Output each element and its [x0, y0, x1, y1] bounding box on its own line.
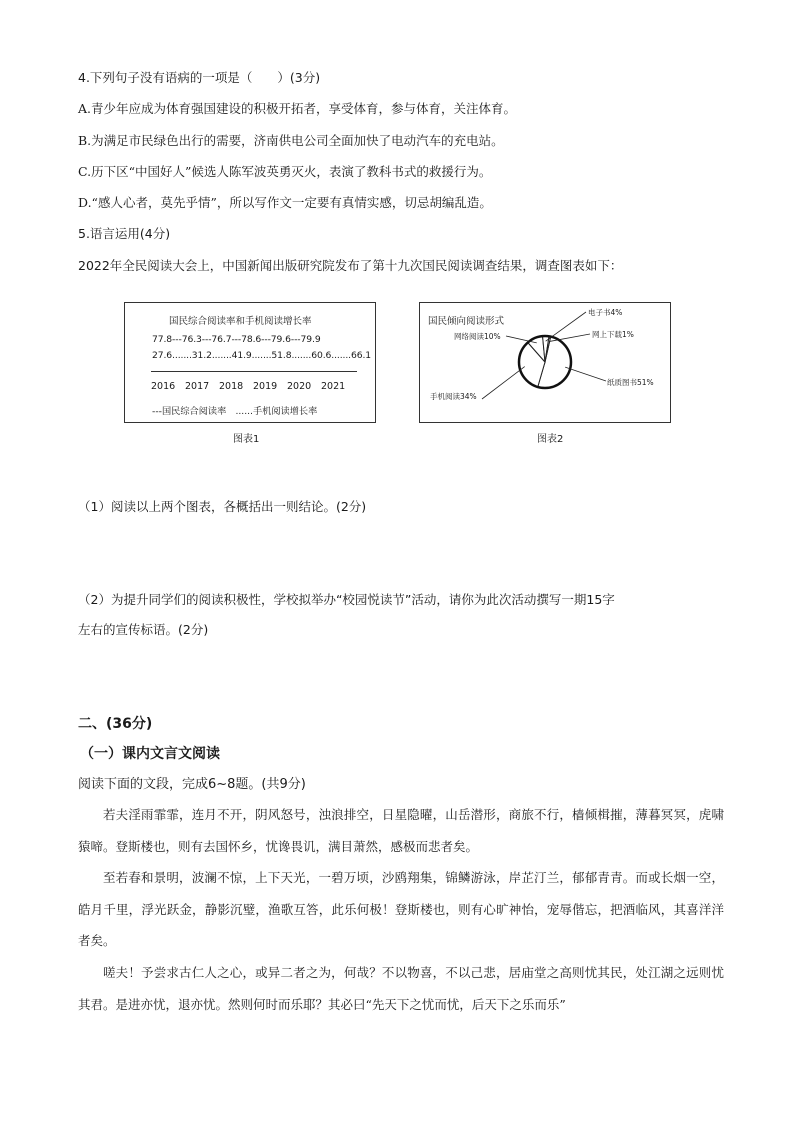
pie-label-network: 网络阅读10%	[454, 332, 501, 341]
q5-intro: 2022年全民阅读大会上，中国新闻出版研究院发布了第十九次国民阅读调查结果，调查图表如下：	[78, 258, 623, 273]
leader-line-mobile	[482, 367, 525, 399]
pie-label-download: 网上下载1%	[592, 330, 634, 339]
pie-chart	[420, 303, 670, 422]
classical-paragraph-1: 若夫淫雨霏霏，连月不开，阴风怒号，浊浪排空，日星隐曜，山岳潜形，商旅不行，樯倾楫摧，薄暮冥冥，虎啸猿啼。登斯楼也，则有去国怀乡，忧谗畏讥，满目萧然，感极而悲者矣。	[78, 807, 724, 854]
chart2-title: 国民倾向阅读形式	[428, 316, 505, 327]
q5-sub1: （1）阅读以上两个图表，各概括出一则结论。(2分)	[78, 499, 367, 514]
chart2-caption: 图表2	[537, 434, 564, 445]
chart1-year: 2021	[321, 381, 346, 392]
chart1-title: 国民综合阅读率和手机阅读增长率	[169, 316, 312, 327]
chart1-box	[124, 302, 376, 423]
section2-instruction: 阅读下面的文段，完成6~8题。(共9分)	[78, 777, 306, 792]
pie-label-mobile: 手机阅读34%	[430, 392, 477, 401]
pie-label-paper: 纸质图书51%	[607, 378, 654, 387]
chart1-year: 2020	[287, 381, 312, 392]
chart1-year: 2019	[253, 381, 278, 392]
q4-stem: 4.下列句子没有语病的一项是（ ）(3分)	[78, 70, 321, 85]
chart1-legend: ---国民综合阅读率 ......手机阅读增长率	[152, 406, 318, 417]
chart1-row-mobile-growth: 27.6.......31.2.......41.9.......51.8.......60.6.......66.1	[152, 350, 372, 361]
chart1-years	[151, 381, 355, 392]
q5-sub2-line1: （2）为提升同学们的阅读积极性，学校拟举办“校园悦读节”活动，请你为此次活动撰写一期15字	[78, 592, 615, 607]
q4-option-a: A.青少年应成为体育强国建设的积极开拓者，享受体育，参与体育，关注体育。	[78, 101, 517, 116]
classical-paragraph-3: 嗟夫！予尝求古仁人之心，或异二者之为，何哉？不以物喜，不以己悲，居庙堂之高则忧其民，处江湖之远则忧其君。是进亦忧，退亦忧。然则何时而乐耶？其必曰“先天下之忧而忧，后天下之乐而乐”	[78, 964, 724, 1012]
classical-text	[78, 799, 724, 1020]
chart1-year: 2016	[151, 381, 176, 392]
leader-line-ebook	[546, 312, 586, 341]
q4-option-d: D.“感人心者，莫先乎情”，所以写作文一定要有真情实感，切忌胡编乱造。	[78, 195, 492, 210]
q5-title: 5.语言运用(4分)	[78, 226, 171, 241]
chart2-box	[419, 302, 671, 423]
leader-line-paper	[565, 367, 606, 381]
chart1-caption: 图表1	[233, 434, 260, 445]
q4-option-b: B.为满足市民绿色出行的需要，济南供电公司全面加快了电动汽车的充电站。	[78, 133, 504, 148]
section2-heading: 二、(36分)	[78, 716, 153, 732]
section2-part1: （一）课内文言文阅读	[80, 746, 220, 762]
chart1-row-reading-rate: 77.8---76.3---76.7---78.6---79.6---79.9	[152, 334, 321, 345]
chart1-divider	[151, 371, 357, 372]
q5-sub2-line2: 左右的宣传标语。(2分)	[78, 622, 209, 637]
classical-paragraph-2: 至若春和景明，波澜不惊，上下天光，一碧万顷，沙鸥翔集，锦鳞游泳，岸芷汀兰，郁郁青青。而或长烟一空，皓月千里，浮光跃金，静影沉璧，渔歌互答，此乐何极！登斯楼也，则有心旷神怡，宠辱偕忘，把酒临风，其喜洋洋者矣。	[78, 870, 724, 949]
chart1-year: 2018	[219, 381, 244, 392]
chart1-year: 2017	[185, 381, 210, 392]
q4-option-c: C.历下区“中国好人”候选人陈军波英勇灭火，表演了教科书式的救援行为。	[78, 164, 492, 179]
pie-label-ebook: 电子书4%	[588, 308, 623, 317]
